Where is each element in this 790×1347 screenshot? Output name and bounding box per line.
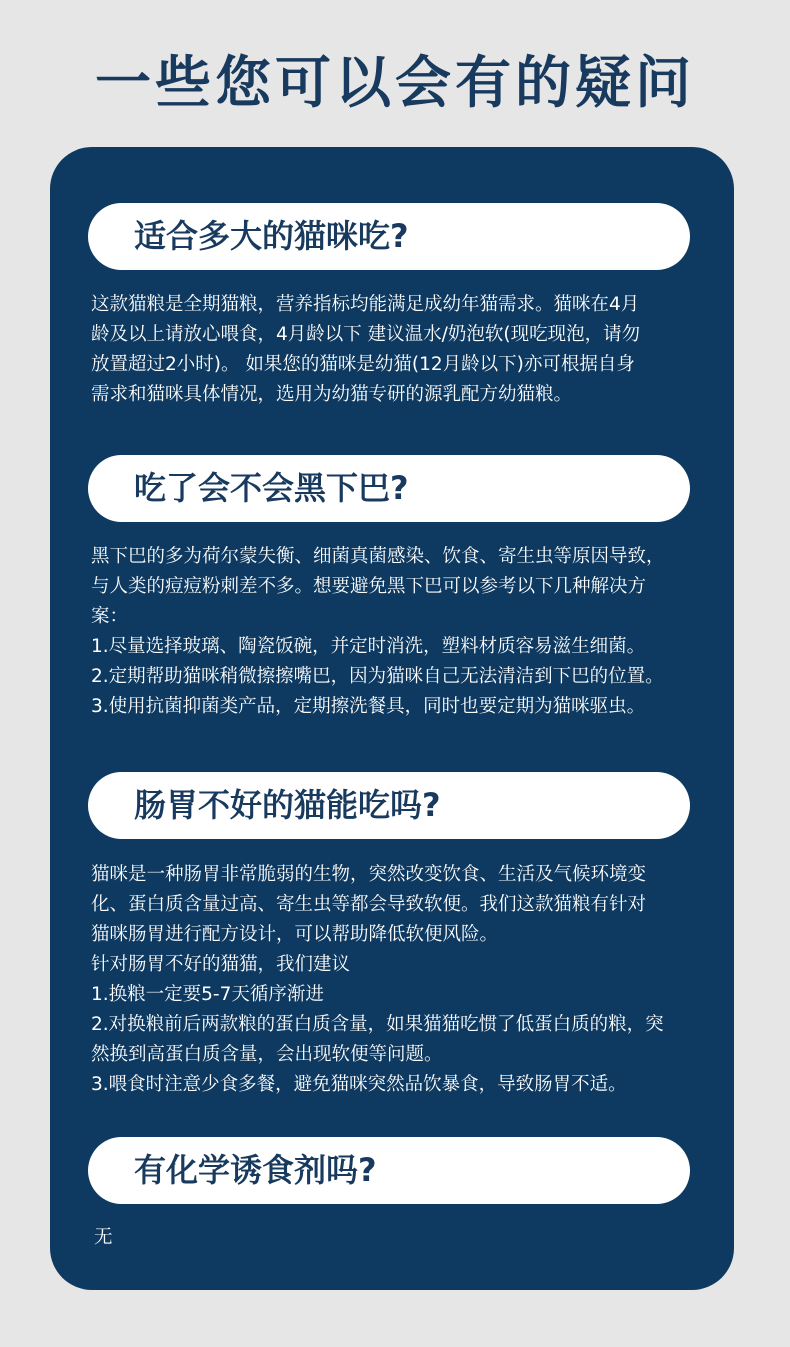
answer-1 [91,290,721,410]
answer-2-line: 1.尽量选择玻璃、陶瓷饭碗，并定时消洗，塑料材质容易滋生细菌。 [91,636,646,657]
question-2: 吃了会不会黑下巴? [134,469,409,507]
faq-card [50,147,734,1290]
question-pill-3 [88,772,690,839]
answer-3-line: 化、蛋白质含量过高、寄生虫等都会导致软便。我们这款猫粮有针对 [91,894,647,915]
question-pill-2 [88,455,690,522]
answer-3-line: 3.喂食时注意少食多餐，避免猫咪突然品饮暴食，导致肠胃不适。 [91,1074,627,1095]
question-pill-4 [88,1137,690,1204]
answer-1-line: 需求和猫咪具体情况，选用为幼猫专研的源乳配方幼猫粮。 [91,384,573,405]
answer-2 [91,542,721,722]
answer-4-line: 无 [94,1227,113,1248]
answer-1-line: 龄及以上请放心喂食，4月龄以下 建议温水/奶泡软(现吃现泡，请勿 [91,324,641,345]
question-3: 肠胃不好的猫能吃吗? [134,786,441,824]
answer-1-line: 放置超过2小时)。 如果您的猫咪是幼猫(12月龄以下)亦可根据自身 [91,354,635,375]
question-1: 适合多大的猫咪吃? [134,217,409,255]
answer-3-line: 猫咪是一种肠胃非常脆弱的生物，突然改变饮食、生活及气候环境变 [91,864,647,885]
answer-2-line: 黑下巴的多为荷尔蒙失衡、细菌真菌感染、饮食、寄生虫等原因导致， [91,546,665,567]
answer-2-line: 与人类的痘痘粉刺差不多。想要避免黑下巴可以参考以下几种解决方 [91,576,647,597]
answer-3-line: 2.对换粮前后两款粮的蛋白质含量，如果猫猫吃惯了低蛋白质的粮，突 [91,1014,664,1035]
answer-2-line: 案： [91,606,129,627]
answer-2-line: 2.定期帮助猫咪稍微擦擦嘴巴，因为猫咪自己无法清洁到下巴的位置。 [91,666,664,687]
question-pill-1 [88,203,690,270]
answer-3-line: 1.换粮一定要5-7天循序渐进 [91,984,324,1005]
answer-3-line: 然换到高蛋白质含量，会出现软便等问题。 [91,1044,443,1065]
answer-3 [91,860,721,1100]
question-4: 有化学诱食剂吗? [134,1151,377,1189]
page-title: 一些您可以会有的疑问 [95,51,695,116]
answer-3-line: 针对肠胃不好的猫猫，我们建议 [91,954,351,975]
answer-4 [94,1223,724,1253]
answer-3-line: 猫咪肠胃进行配方设计，可以帮助降低软便风险。 [91,924,499,945]
answer-2-line: 3.使用抗菌抑菌类产品，定期擦洗餐具，同时也要定期为猫咪驱虫。 [91,696,646,717]
answer-1-line: 这款猫粮是全期猫粮，营养指标均能满足成幼年猫需求。猫咪在4月 [91,294,640,315]
